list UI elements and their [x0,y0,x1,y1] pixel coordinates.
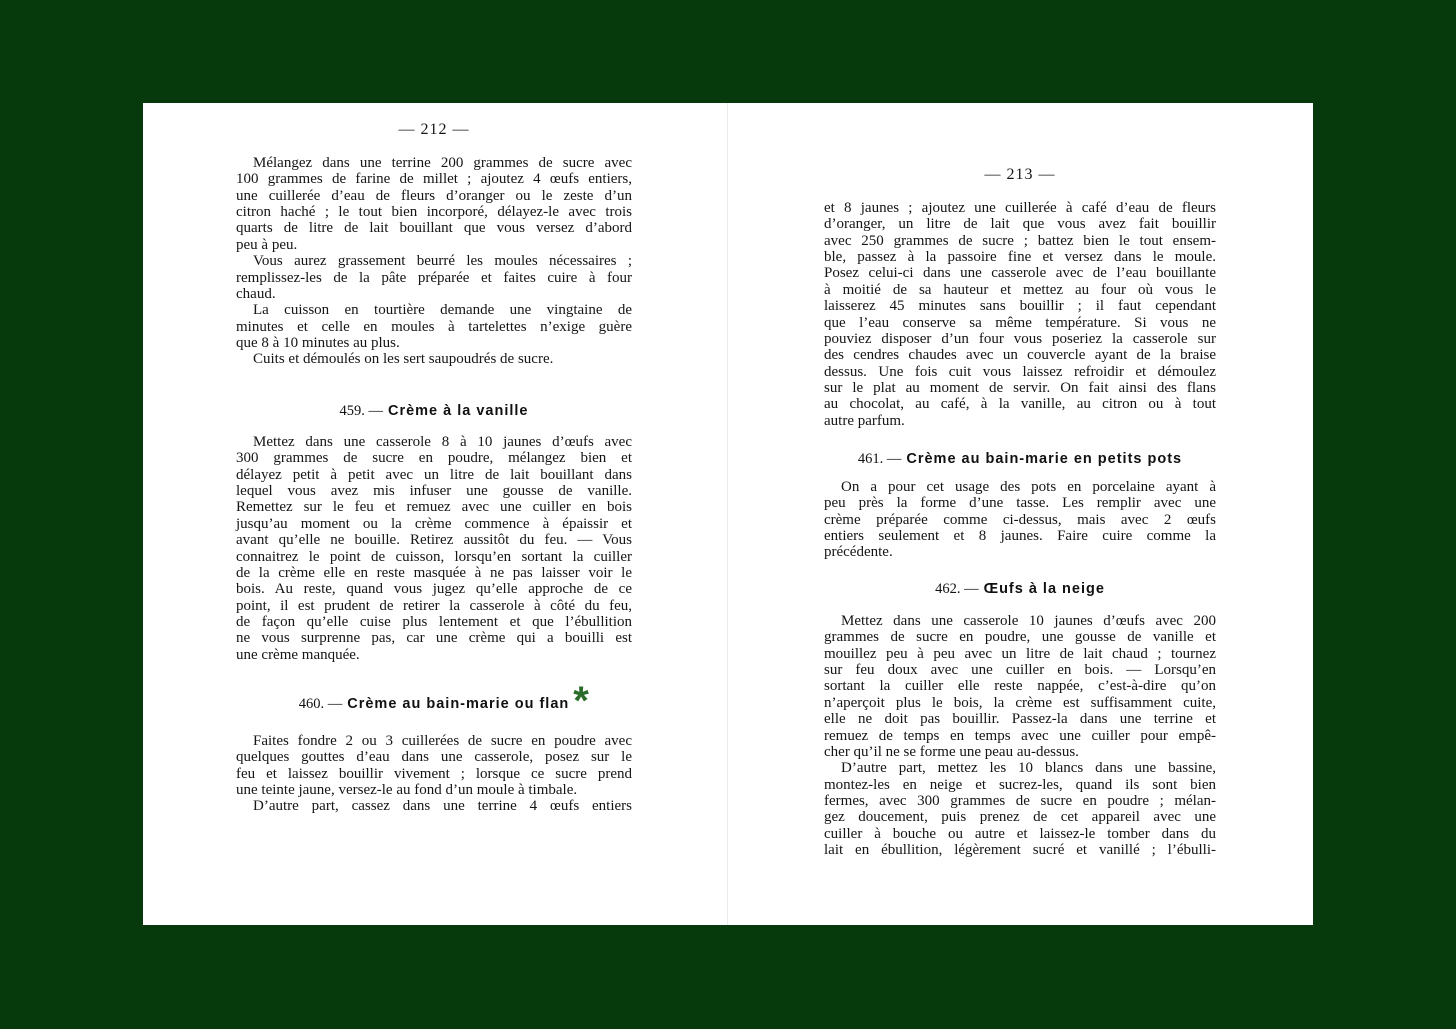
text-line: feu et laissez bouillir vivement ; lorsque ce sucre prend [236,765,632,782]
text-line: jusqu’au moment ou la crème commence à épaissir et [236,515,632,532]
text-block [824,200,1216,429]
text-line: précédente. [824,544,893,561]
text-line: bois. Au reste, quand vous jugez qu’elle approche de ce [236,581,632,598]
paragraph [236,733,632,798]
text-line: pouviez disposer d’un four vous poseriez la casserole sur [824,330,1216,347]
left-page [143,103,728,925]
text-line: Mélangez dans une terrine 200 grammes de sucre avec [253,155,632,171]
text-line: lait en ébullition, légèrement sucré et vanillé ; l’ébulli- [824,842,1216,859]
text-line: ble, passez à la passoire fine et versez dans le moule. [824,249,1216,266]
text-line: remuez de temps en temps avec une cuiller pour empê- [824,727,1216,744]
page-number: — 213 — [984,166,1056,183]
text-block [236,733,632,815]
text-line: mouillez peu à peu avec un litre de lait chaud ; tournez [824,645,1216,662]
paragraph [236,253,632,302]
text-line: fermes, avec 300 grammes de sucre en poudre ; mélan- [824,792,1216,809]
text-line: peu près la forme d’une tasse. Les remplir avec une [824,495,1216,512]
recipe-heading [824,449,1216,469]
text-line: D’autre part, cassez dans une terrine 4 œufs entiers [253,798,632,815]
text-line: n’aperçoit plus le bois, la crème est suffisamment cuite, [824,694,1216,711]
paragraph [824,200,1216,429]
text-line: Faites fondre 2 ou 3 cuillerées de sucre en poudre avec [253,733,632,749]
text-line: dessus. Une fois cuit vous laissez refroidir et démoulez [824,363,1216,380]
text-line: 100 grammes de farine de millet ; ajoutez 4 œufs entiers, [236,171,632,188]
recipe-title: Crème au bain-marie en petits pots [906,451,1183,467]
text-line: montez-les en neige et sucrez-les, quand ils sont bien [824,776,1216,793]
text-line: une crème manquée. [236,646,360,663]
recipe-heading [824,579,1216,599]
text-line: entiers seulement et 8 jaunes. Faire cuire comme la [824,528,1216,545]
text-block [236,155,632,368]
recipe-title: Crème à la vanille [387,403,529,419]
text-line: de façon qu’elle cuise plus lentement et que l’ébullition [236,613,632,630]
text-line: D’autre part, mettez les 10 blancs dans une bassine, [841,760,1216,777]
text-line: ne vous surprenne pas, car une crème qui a bouilli est [236,630,632,647]
recipe-number: 462. — [935,581,979,597]
text-line: Vous aurez grassement beurré les moules nécessaires ; [253,253,632,270]
text-line: au chocolat, au café, à la vanille, au citron ou à tout [824,396,1216,413]
text-line: La cuisson en tourtière demande une vingtaine de [253,302,632,319]
text-block [824,613,1216,858]
text-line: minutes et celle en moules à tartelettes n’exige guère [236,318,632,335]
text-line: On a pour cet usage des pots en porcelaine ayant à [841,479,1216,495]
text-line: des cendres chaudes avec un couvercle ayant de la braise [824,347,1216,364]
text-line: quarts de litre de lait bouillant que vous versez d’abord [236,220,632,237]
text-line: peu à peu. [236,236,298,253]
page-number: — 212 — [398,121,470,138]
text-line: elle ne doit pas bouillir. Passez-la dans une terrine et [824,711,1216,728]
text-line: sur feu doux avec une cuiller en bois. — Lorsqu’en [824,662,1216,679]
text-line: chaud. [236,285,276,302]
recipe-heading [236,401,632,421]
text-line: et 8 jaunes ; ajoutez une cuillerée à café d’eau de fleurs [824,200,1216,216]
book-spread [143,103,1313,925]
text-line: Mettez dans une casserole 10 jaunes d’œufs avec 200 [841,613,1216,629]
text-line: sortant la cuiller elle reste nappée, c’est-à-dire qu’on [824,678,1216,695]
text-line: connaitrez le point de cuisson, lorsqu’en sortant la cuiller [236,548,632,565]
text-line: quelques gouttes d’eau dans une casserole, posez sur le [236,749,632,766]
right-page [728,103,1313,925]
text-line: que 8 à 10 minutes au plus. [236,334,400,351]
paragraph [236,155,632,253]
paragraph [236,302,632,351]
recipe-title: Crème au bain-marie ou flan [347,696,570,712]
text-line: cher qu’il ne se forme une peau au-dessus. [824,743,1079,760]
text-line: délayez petit à petit avec un litre de lait bouillant dans [236,466,632,483]
paragraph [236,798,632,814]
text-line: cuiller à bouche ou autre et laissez-le tomber dans du [824,825,1216,842]
text-block [236,434,632,663]
paragraph [824,760,1216,858]
text-line: une teinte jaune, versez-le au fond d’un moule à timbale. [236,782,578,799]
paragraph [824,479,1216,561]
text-line: une cuillerée d’eau de fleurs d’oranger ou le zeste d’un [236,187,632,204]
text-line: avec 250 grammes de sucre ; battez bien le tout ensem- [824,232,1216,249]
text-line: citron haché ; le tout bien incorporé, délayez-le avec trois [236,204,632,221]
text-line: point, il est prudent de retirer la casserole à côté du feu, [236,597,632,614]
text-line: grammes de sucre en poudre, une gousse de vanille et [824,629,1216,646]
text-line: lequel vous avez mis infuser une gousse de vanille. [236,483,632,500]
text-line: Cuits et démoulés on les sert saupoudrés de sucre. [253,351,554,368]
text-line: que l’eau conserve sa même température. Si vous ne [824,314,1216,331]
paragraph [236,434,632,663]
text-line: autre parfum. [824,412,905,429]
recipe-heading: 460. — Crème au bain-marie ou flan * [298,679,589,723]
text-line: d’oranger, un litre de lait que vous avez fait bouillir [824,216,1216,233]
text-line: remplissez-les de la pâte préparée et faites cuire à four [236,269,632,286]
text-line: de la crème elle en reste masquée à ne pas laisser voir le [236,564,632,581]
text-line: à moitié de sa hauteur et mettez au four où vous le [824,281,1216,298]
text-line: gez doucement, puis prenez de cet appareil avec une [824,809,1216,826]
text-line: Posez celui-ci dans une casserole avec de l’eau bouillante [824,265,1216,282]
text-block [824,479,1216,561]
recipe-number: 460. — [298,696,343,712]
text-line: Mettez dans une casserole 8 à 10 jaunes d’œufs avec [253,434,632,450]
text-line: crème préparée comme ci-dessus, mais avec 2 œufs [824,511,1216,528]
recipe-number: 461. — [857,451,902,467]
text-line: laisserez 45 minutes sans bouillir ; il faut cependant [824,298,1216,315]
text-line: Remettez sur le feu et remuez avec une cuiller en bois [236,499,632,516]
paragraph [824,613,1216,760]
text-line: avant qu’elle ne bouille. Retirez aussitôt du feu. — Vous [236,532,632,549]
paragraph [236,351,632,367]
recipe-title: Œufs à la neige [983,581,1105,597]
recipe-number: 459. — [339,403,383,419]
text-line: 300 grammes de sucre en poudre, mélangez bien et [236,450,632,467]
text-line: sur le plat au moment de servir. On fait ainsi des flans [824,379,1216,396]
